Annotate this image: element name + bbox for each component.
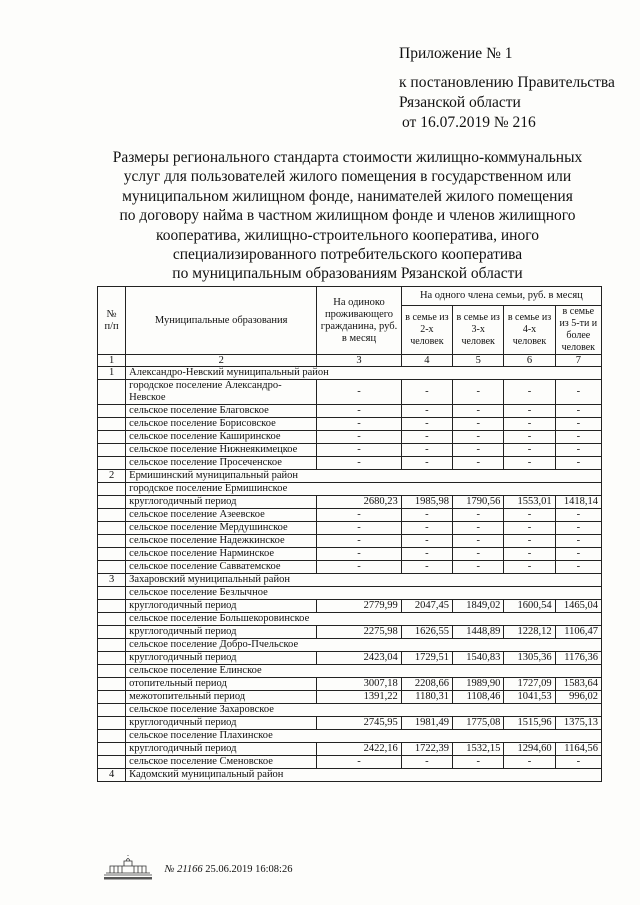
value-cell: -	[317, 561, 401, 574]
row-name: круглогодичный период	[126, 600, 317, 613]
value-cell: -	[555, 444, 601, 457]
value-cell: 3007,18	[317, 678, 401, 691]
value-cell: -	[401, 561, 452, 574]
header-family-3: в семье из 3-х человек	[453, 306, 504, 355]
value-cell: -	[453, 561, 504, 574]
row-name: сельское поселение Мердушинское	[126, 522, 317, 535]
row-number-empty	[98, 639, 126, 652]
registration-stamp	[165, 864, 293, 875]
settlement-row	[98, 483, 602, 496]
value-cell: -	[401, 522, 452, 535]
title-line: по договору найма в частном жилищном фонде и членов жилищного	[119, 207, 576, 225]
registration-number: № 21166	[164, 864, 203, 875]
row-number-empty	[98, 613, 126, 626]
row-number-empty	[98, 691, 126, 704]
row-name: отопительный период	[126, 678, 317, 691]
value-cell: -	[317, 418, 401, 431]
row-name: сельское поселение Савватемское	[126, 561, 317, 574]
district-row	[98, 574, 602, 587]
settlement-name: сельское поселение Плахинское	[126, 730, 602, 743]
settlement-name: сельское поселение Захаровское	[126, 704, 602, 717]
value-cell: -	[401, 548, 452, 561]
appendix-line-1: к постановлению Правительства	[399, 74, 615, 91]
value-cell: 1729,51	[401, 652, 452, 665]
table-row	[98, 756, 602, 769]
value-cell: -	[453, 380, 504, 405]
settlement-name: сельское поселение Безлычное	[126, 587, 602, 600]
row-number-empty	[98, 496, 126, 509]
value-cell: -	[504, 509, 555, 522]
value-cell: -	[317, 756, 401, 769]
table-row	[98, 444, 602, 457]
value-cell: -	[317, 457, 401, 470]
column-number: 1	[98, 355, 126, 367]
value-cell: -	[504, 444, 555, 457]
table-row	[98, 380, 602, 405]
value-cell: 1375,13	[555, 717, 601, 730]
row-number-empty	[98, 600, 126, 613]
value-cell: -	[555, 418, 601, 431]
value-cell: -	[453, 405, 504, 418]
table-row	[98, 457, 602, 470]
title-line: кооператива, жилищно-строительного кооператива, иного	[156, 226, 539, 244]
table-row	[98, 717, 602, 730]
value-cell: -	[317, 548, 401, 561]
value-cell: 2779,99	[317, 600, 401, 613]
value-cell: -	[317, 509, 401, 522]
appendix-block	[399, 44, 629, 133]
settlement-row	[98, 704, 602, 717]
header-family-2: в семье из 2-х человек	[401, 306, 452, 355]
value-cell: 1775,08	[453, 717, 504, 730]
district-name: Захаровский муниципальный район	[126, 574, 602, 587]
value-cell: 1626,55	[401, 626, 452, 639]
document-footer	[100, 855, 292, 884]
header-single-person: На одиноко проживающего гражданина, руб. в месяц	[317, 287, 401, 355]
column-number: 5	[453, 355, 504, 367]
district-name: Ермишинский муниципальный район	[126, 470, 602, 483]
value-cell: -	[504, 561, 555, 574]
settlement-row	[98, 587, 602, 600]
table-row	[98, 405, 602, 418]
value-cell: -	[317, 380, 401, 405]
value-cell: 2275,98	[317, 626, 401, 639]
value-cell: -	[555, 431, 601, 444]
column-number: 7	[555, 355, 601, 367]
value-cell: 1849,02	[453, 600, 504, 613]
title-line: услуг для пользователей жилого помещения в государственном или	[123, 168, 572, 186]
row-number-empty	[98, 561, 126, 574]
row-number-empty	[98, 665, 126, 678]
header-family-5: в семье из 5-ти и более человек	[555, 306, 601, 355]
value-cell: 2423,04	[317, 652, 401, 665]
row-number-empty	[98, 717, 126, 730]
value-cell: 1294,60	[504, 743, 555, 756]
value-cell: 996,02	[555, 691, 601, 704]
table-body	[98, 367, 602, 782]
column-number: 2	[126, 355, 317, 367]
row-name: сельское поселение Сменовское	[126, 756, 317, 769]
table-header	[98, 287, 602, 367]
title-line: Размеры регионального стандарта стоимости жилищно-коммунальных	[112, 149, 583, 166]
value-cell: -	[401, 756, 452, 769]
value-cell: -	[453, 418, 504, 431]
settlement-row	[98, 730, 602, 743]
value-cell: 1164,56	[555, 743, 601, 756]
value-cell: 1790,56	[453, 496, 504, 509]
row-name: сельское поселение Азеевское	[126, 509, 317, 522]
value-cell: -	[555, 561, 601, 574]
government-building-icon	[100, 855, 156, 884]
settlement-row	[98, 665, 602, 678]
value-cell: 1722,39	[401, 743, 452, 756]
value-cell: 1600,54	[504, 600, 555, 613]
header-municipality: Муниципальные образования	[126, 287, 317, 355]
table-row	[98, 418, 602, 431]
value-cell: -	[453, 509, 504, 522]
value-cell: -	[453, 444, 504, 457]
value-cell: 1583,64	[555, 678, 601, 691]
value-cell: -	[317, 522, 401, 535]
value-cell: -	[453, 522, 504, 535]
value-cell: -	[555, 756, 601, 769]
value-cell: -	[401, 535, 452, 548]
row-name: круглогодичный период	[126, 496, 317, 509]
row-number: 3	[98, 574, 126, 587]
title-line: муниципальном жилищном фонде, нанимателей жилого помещения	[122, 187, 573, 205]
value-cell: 1727,09	[504, 678, 555, 691]
registration-datetime: 25.06.2019 16:08:26	[205, 864, 293, 875]
row-number-empty	[98, 587, 126, 600]
header-family-member: На одного члена семьи, руб. в месяц	[401, 287, 601, 306]
row-number-empty	[98, 509, 126, 522]
district-name: Александро-Невский муниципальный район	[126, 367, 602, 380]
row-number-empty	[98, 626, 126, 639]
value-cell: -	[453, 535, 504, 548]
value-cell: 1448,89	[453, 626, 504, 639]
row-name: круглогодичный период	[126, 717, 317, 730]
district-row	[98, 367, 602, 380]
row-name: круглогодичный период	[126, 743, 317, 756]
row-number-empty	[98, 431, 126, 444]
value-cell: 2422,16	[317, 743, 401, 756]
value-cell: -	[317, 535, 401, 548]
value-cell: -	[453, 756, 504, 769]
settlement-name: сельское поселение Добро-Пчельское	[126, 639, 602, 652]
value-cell: -	[401, 418, 452, 431]
table-row	[98, 431, 602, 444]
district-row	[98, 769, 602, 782]
value-cell: -	[504, 380, 555, 405]
table-row	[98, 548, 602, 561]
row-number-empty	[98, 548, 126, 561]
value-cell: -	[453, 431, 504, 444]
row-number-empty	[98, 457, 126, 470]
row-number-empty	[98, 678, 126, 691]
value-cell: -	[401, 444, 452, 457]
value-cell: -	[555, 522, 601, 535]
row-number-empty	[98, 405, 126, 418]
value-cell: -	[401, 509, 452, 522]
value-cell: -	[317, 405, 401, 418]
value-cell: 1305,36	[504, 652, 555, 665]
row-number: 2	[98, 470, 126, 483]
value-cell: -	[555, 509, 601, 522]
row-name: городское поселение Александро-Невское	[126, 380, 317, 405]
title-line: специализированного потребительского кооператива	[172, 246, 523, 264]
table-row	[98, 561, 602, 574]
table-row	[98, 678, 602, 691]
settlement-name: сельское поселение Елинское	[126, 665, 602, 678]
value-cell: -	[504, 756, 555, 769]
row-number-empty	[98, 444, 126, 457]
value-cell: 1176,36	[555, 652, 601, 665]
column-number: 6	[504, 355, 555, 367]
value-cell: 2047,45	[401, 600, 452, 613]
value-cell: -	[453, 457, 504, 470]
value-cell: 1228,12	[504, 626, 555, 639]
district-name: Кадомский муниципальный район	[126, 769, 602, 782]
row-name: сельское поселение Нарминское	[126, 548, 317, 561]
row-name: сельское поселение Каширинское	[126, 431, 317, 444]
value-cell: 1981,49	[401, 717, 452, 730]
value-cell: -	[555, 457, 601, 470]
row-number-empty	[98, 535, 126, 548]
row-number: 4	[98, 769, 126, 782]
row-number-empty	[98, 418, 126, 431]
table-row	[98, 626, 602, 639]
value-cell: -	[504, 457, 555, 470]
value-cell: 1532,15	[453, 743, 504, 756]
row-name: сельское поселение Просеченское	[126, 457, 317, 470]
value-cell: -	[317, 444, 401, 457]
column-number: 4	[401, 355, 452, 367]
value-cell: -	[504, 522, 555, 535]
document-title	[100, 148, 595, 284]
value-cell: 1418,14	[555, 496, 601, 509]
value-cell: -	[504, 548, 555, 561]
row-name: круглогодичный период	[126, 652, 317, 665]
value-cell: -	[555, 548, 601, 561]
standards-table	[97, 286, 602, 782]
row-name: межотопительный период	[126, 691, 317, 704]
value-cell: 1108,46	[453, 691, 504, 704]
value-cell: -	[555, 535, 601, 548]
value-cell: 2680,23	[317, 496, 401, 509]
table-row	[98, 509, 602, 522]
value-cell: -	[504, 431, 555, 444]
value-cell: -	[401, 431, 452, 444]
value-cell: -	[555, 380, 601, 405]
row-name: сельское поселение Борисовское	[126, 418, 317, 431]
table-row	[98, 652, 602, 665]
value-cell: -	[504, 405, 555, 418]
row-name: круглогодичный период	[126, 626, 317, 639]
value-cell: 2745,95	[317, 717, 401, 730]
header-number: № п/п	[98, 287, 126, 355]
appendix-title: Приложение № 1	[399, 45, 513, 62]
value-cell: -	[555, 405, 601, 418]
table-row	[98, 743, 602, 756]
column-number: 3	[317, 355, 401, 367]
value-cell: 1515,96	[504, 717, 555, 730]
row-name: сельское поселение Благовское	[126, 405, 317, 418]
value-cell: -	[504, 418, 555, 431]
value-cell: 1041,53	[504, 691, 555, 704]
settlement-name: сельское поселение Большекоровинское	[126, 613, 602, 626]
value-cell: 1106,47	[555, 626, 601, 639]
value-cell: -	[317, 431, 401, 444]
appendix-date-line: от 16.07.2019 № 216	[402, 114, 536, 131]
row-number-empty	[98, 743, 126, 756]
value-cell: 2208,66	[401, 678, 452, 691]
value-cell: 1465,04	[555, 600, 601, 613]
value-cell: 1391,22	[317, 691, 401, 704]
row-name: сельское поселение Надежкинское	[126, 535, 317, 548]
value-cell: 1985,98	[401, 496, 452, 509]
value-cell: 1540,83	[453, 652, 504, 665]
appendix-line-2: Рязанской области	[399, 94, 521, 111]
value-cell: -	[401, 380, 452, 405]
row-number-empty	[98, 704, 126, 717]
row-number: 1	[98, 367, 126, 380]
header-family-4: в семье из 4-х человек	[504, 306, 555, 355]
settlement-name: городское поселение Ермишинское	[126, 483, 602, 496]
value-cell: 1553,01	[504, 496, 555, 509]
title-line: по муниципальным образованиям Рязанской области	[172, 265, 523, 283]
settlement-row	[98, 639, 602, 652]
row-number-empty	[98, 652, 126, 665]
settlement-row	[98, 613, 602, 626]
table-row	[98, 522, 602, 535]
row-name: сельское поселение Нижнеякимецкое	[126, 444, 317, 457]
row-number-empty	[98, 730, 126, 743]
district-row	[98, 470, 602, 483]
table-row	[98, 496, 602, 509]
value-cell: 1989,90	[453, 678, 504, 691]
row-number-empty	[98, 756, 126, 769]
value-cell: -	[401, 405, 452, 418]
table-row	[98, 691, 602, 704]
row-number-empty	[98, 522, 126, 535]
value-cell: -	[453, 548, 504, 561]
table-row	[98, 535, 602, 548]
value-cell: -	[401, 457, 452, 470]
row-number-empty	[98, 380, 126, 405]
value-cell: -	[504, 535, 555, 548]
table-row	[98, 600, 602, 613]
value-cell: 1180,31	[401, 691, 452, 704]
row-number-empty	[98, 483, 126, 496]
